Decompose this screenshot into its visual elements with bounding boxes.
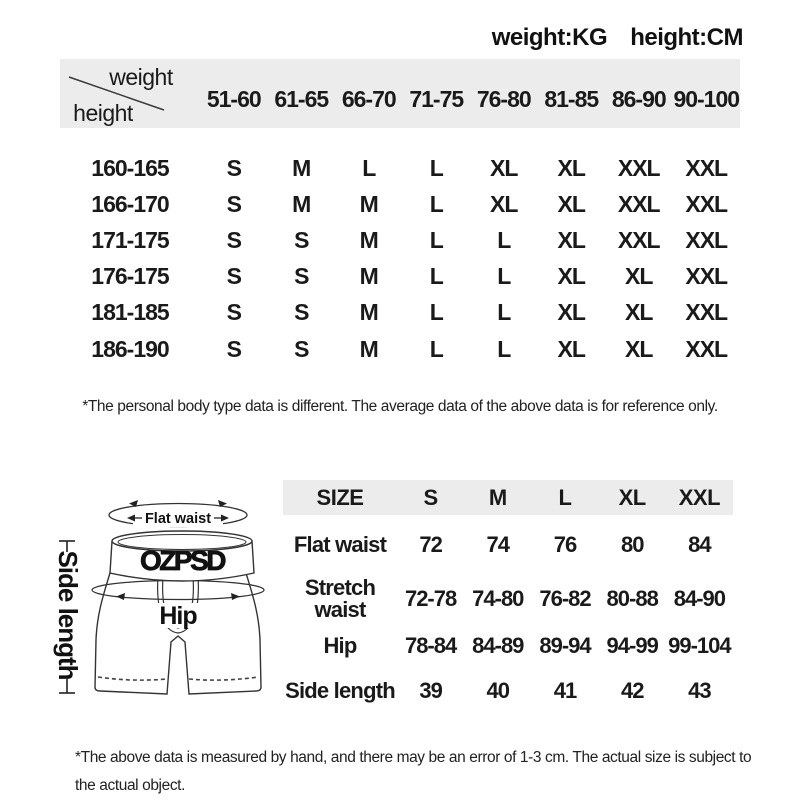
measure-table [283,480,733,714]
size-cell: M [292,190,311,217]
weight-col-header: 66-70 [341,85,396,112]
measure-cell: 89-94 [539,632,591,658]
measure-row-label: Stretch waist [304,575,376,622]
table-row [283,623,733,668]
size-cell: S [294,226,309,253]
size-cell: L [429,190,443,217]
measure-cell: 80-88 [606,586,658,611]
size-cell: M [359,263,378,290]
measure-cell: 43 [688,678,711,703]
size-cell: S [294,263,309,290]
measure-cell: 80 [620,532,644,557]
size-cell: S [294,335,309,362]
measure-cell: 39 [419,678,442,703]
measure-cell: 42 [620,678,644,703]
measure-cell: 84-90 [673,586,726,611]
measure-col-header: L [558,484,572,510]
size-cell: XL [557,335,585,362]
size-cell: XL [625,299,653,326]
weight-col-header: 90-100 [673,85,740,112]
size-cell: XL [557,299,585,326]
measure-cell: 76 [553,532,577,557]
weight-col-header: 76-80 [476,85,531,112]
size-cell: XXL [685,263,728,290]
hip-label: Hip [159,602,197,630]
corner-height-label: height [73,100,133,126]
measure-col-header: XL [618,484,646,510]
size-chart-body [60,150,740,367]
table-row [60,186,740,222]
size-cell: L [497,299,511,326]
size-cell: XXL [685,226,728,253]
measure-col-header: M [488,484,507,510]
measure-header-size: SIZE [316,484,364,510]
table-row [60,222,740,258]
table-row [60,259,740,295]
height-row-label: 181-185 [91,299,169,326]
table-row [283,575,733,623]
measure-cell: 40 [486,678,510,703]
size-cell: L [497,335,511,362]
measure-cell: 74 [486,532,510,557]
size-cell: L [429,335,443,362]
measure-cell: 84-89 [472,632,524,658]
size-cell: S [294,299,309,326]
size-cell: S [226,299,241,326]
size-cell: XXL [617,226,660,253]
brand-logo: OZPSD [140,545,224,576]
size-cell: L [429,226,443,253]
table-row [60,295,740,331]
weight-col-header: 71-75 [409,85,464,112]
size-cell: S [226,154,241,181]
measure-cell: 84 [688,532,711,557]
flat-waist-label: Flat waist [144,511,212,527]
size-cell: L [497,226,511,253]
size-cell: L [497,263,511,290]
units-height-label: height:CM [630,24,743,51]
measure-cell: 72-78 [404,586,457,611]
size-cell: S [226,335,241,362]
size-cell: XL [557,226,585,253]
measure-cell: 72 [419,532,442,557]
corner-cell [60,59,200,128]
size-cell: S [226,226,241,253]
measure-note-line: *The above data is measured by hand, and there may be an error of 1-3 cm. The actual size is subject to [75,749,752,766]
units-title [492,24,743,52]
size-cell: XL [557,190,585,217]
size-cell: L [362,154,376,181]
measure-row-label: Hip [323,632,357,658]
measure-cell: 78-84 [404,632,457,658]
size-cell: XL [557,154,585,181]
corner-weight-label: weight [109,64,173,90]
weight-col-header: 81-85 [544,85,599,112]
size-cell: XL [490,190,518,217]
height-row-label: 166-170 [91,190,169,217]
measure-cell: 41 [553,678,577,703]
measure-note-line: the actual object. [75,776,185,794]
weight-col-header: 51-60 [206,85,261,112]
weight-col-header: 86-90 [611,85,666,112]
measure-cell: 76-82 [539,586,591,611]
table-row [283,668,733,714]
height-row-label: 171-175 [91,226,169,253]
measure-row-label: Flat waist [293,532,387,557]
size-cell: XXL [685,154,728,181]
size-cell: XXL [685,190,728,217]
side-length-label: Side length [53,550,83,680]
size-cell: M [292,154,311,181]
size-cell: M [359,226,378,253]
size-cell: XL [490,154,518,181]
size-cell: XXL [617,154,660,181]
size-cell: L [429,154,443,181]
height-row-label: 176-175 [91,263,169,290]
measure-row-label: Side length [285,678,395,703]
measure-table-header [283,480,733,515]
size-cell: S [226,190,241,217]
measure-note [75,744,751,799]
size-chart-table [60,59,740,367]
boxers-diagram [30,495,290,715]
size-cell: XXL [685,335,728,362]
size-cell: L [429,263,443,290]
size-cell: XXL [685,299,728,326]
measure-col-header: XXL [678,484,721,510]
size-cell: M [359,299,378,326]
table-row [283,515,733,575]
height-row-label: 186-190 [91,335,169,362]
measure-cell: 94-99 [606,632,658,658]
size-cell: XXL [617,190,660,217]
size-chart-header [60,59,740,128]
measure-cell: 99-104 [668,632,731,658]
size-cell: M [359,190,378,217]
size-cell: XL [625,335,653,362]
size-cell: XL [557,263,585,290]
measure-col-header: S [423,484,438,510]
measure-cell: 74-80 [472,586,524,611]
size-cell: L [429,299,443,326]
size-cell: M [359,335,378,362]
height-row-label: 160-165 [91,154,169,181]
size-cell: S [226,263,241,290]
table-row [60,150,740,186]
table-row [60,331,740,367]
units-weight-label: weight:KG [491,24,608,51]
size-cell: XL [625,263,653,290]
size-chart-note: *The personal body type data is different. The average data of the above data is for reference only. [82,398,718,415]
weight-col-header: 61-65 [274,85,329,112]
